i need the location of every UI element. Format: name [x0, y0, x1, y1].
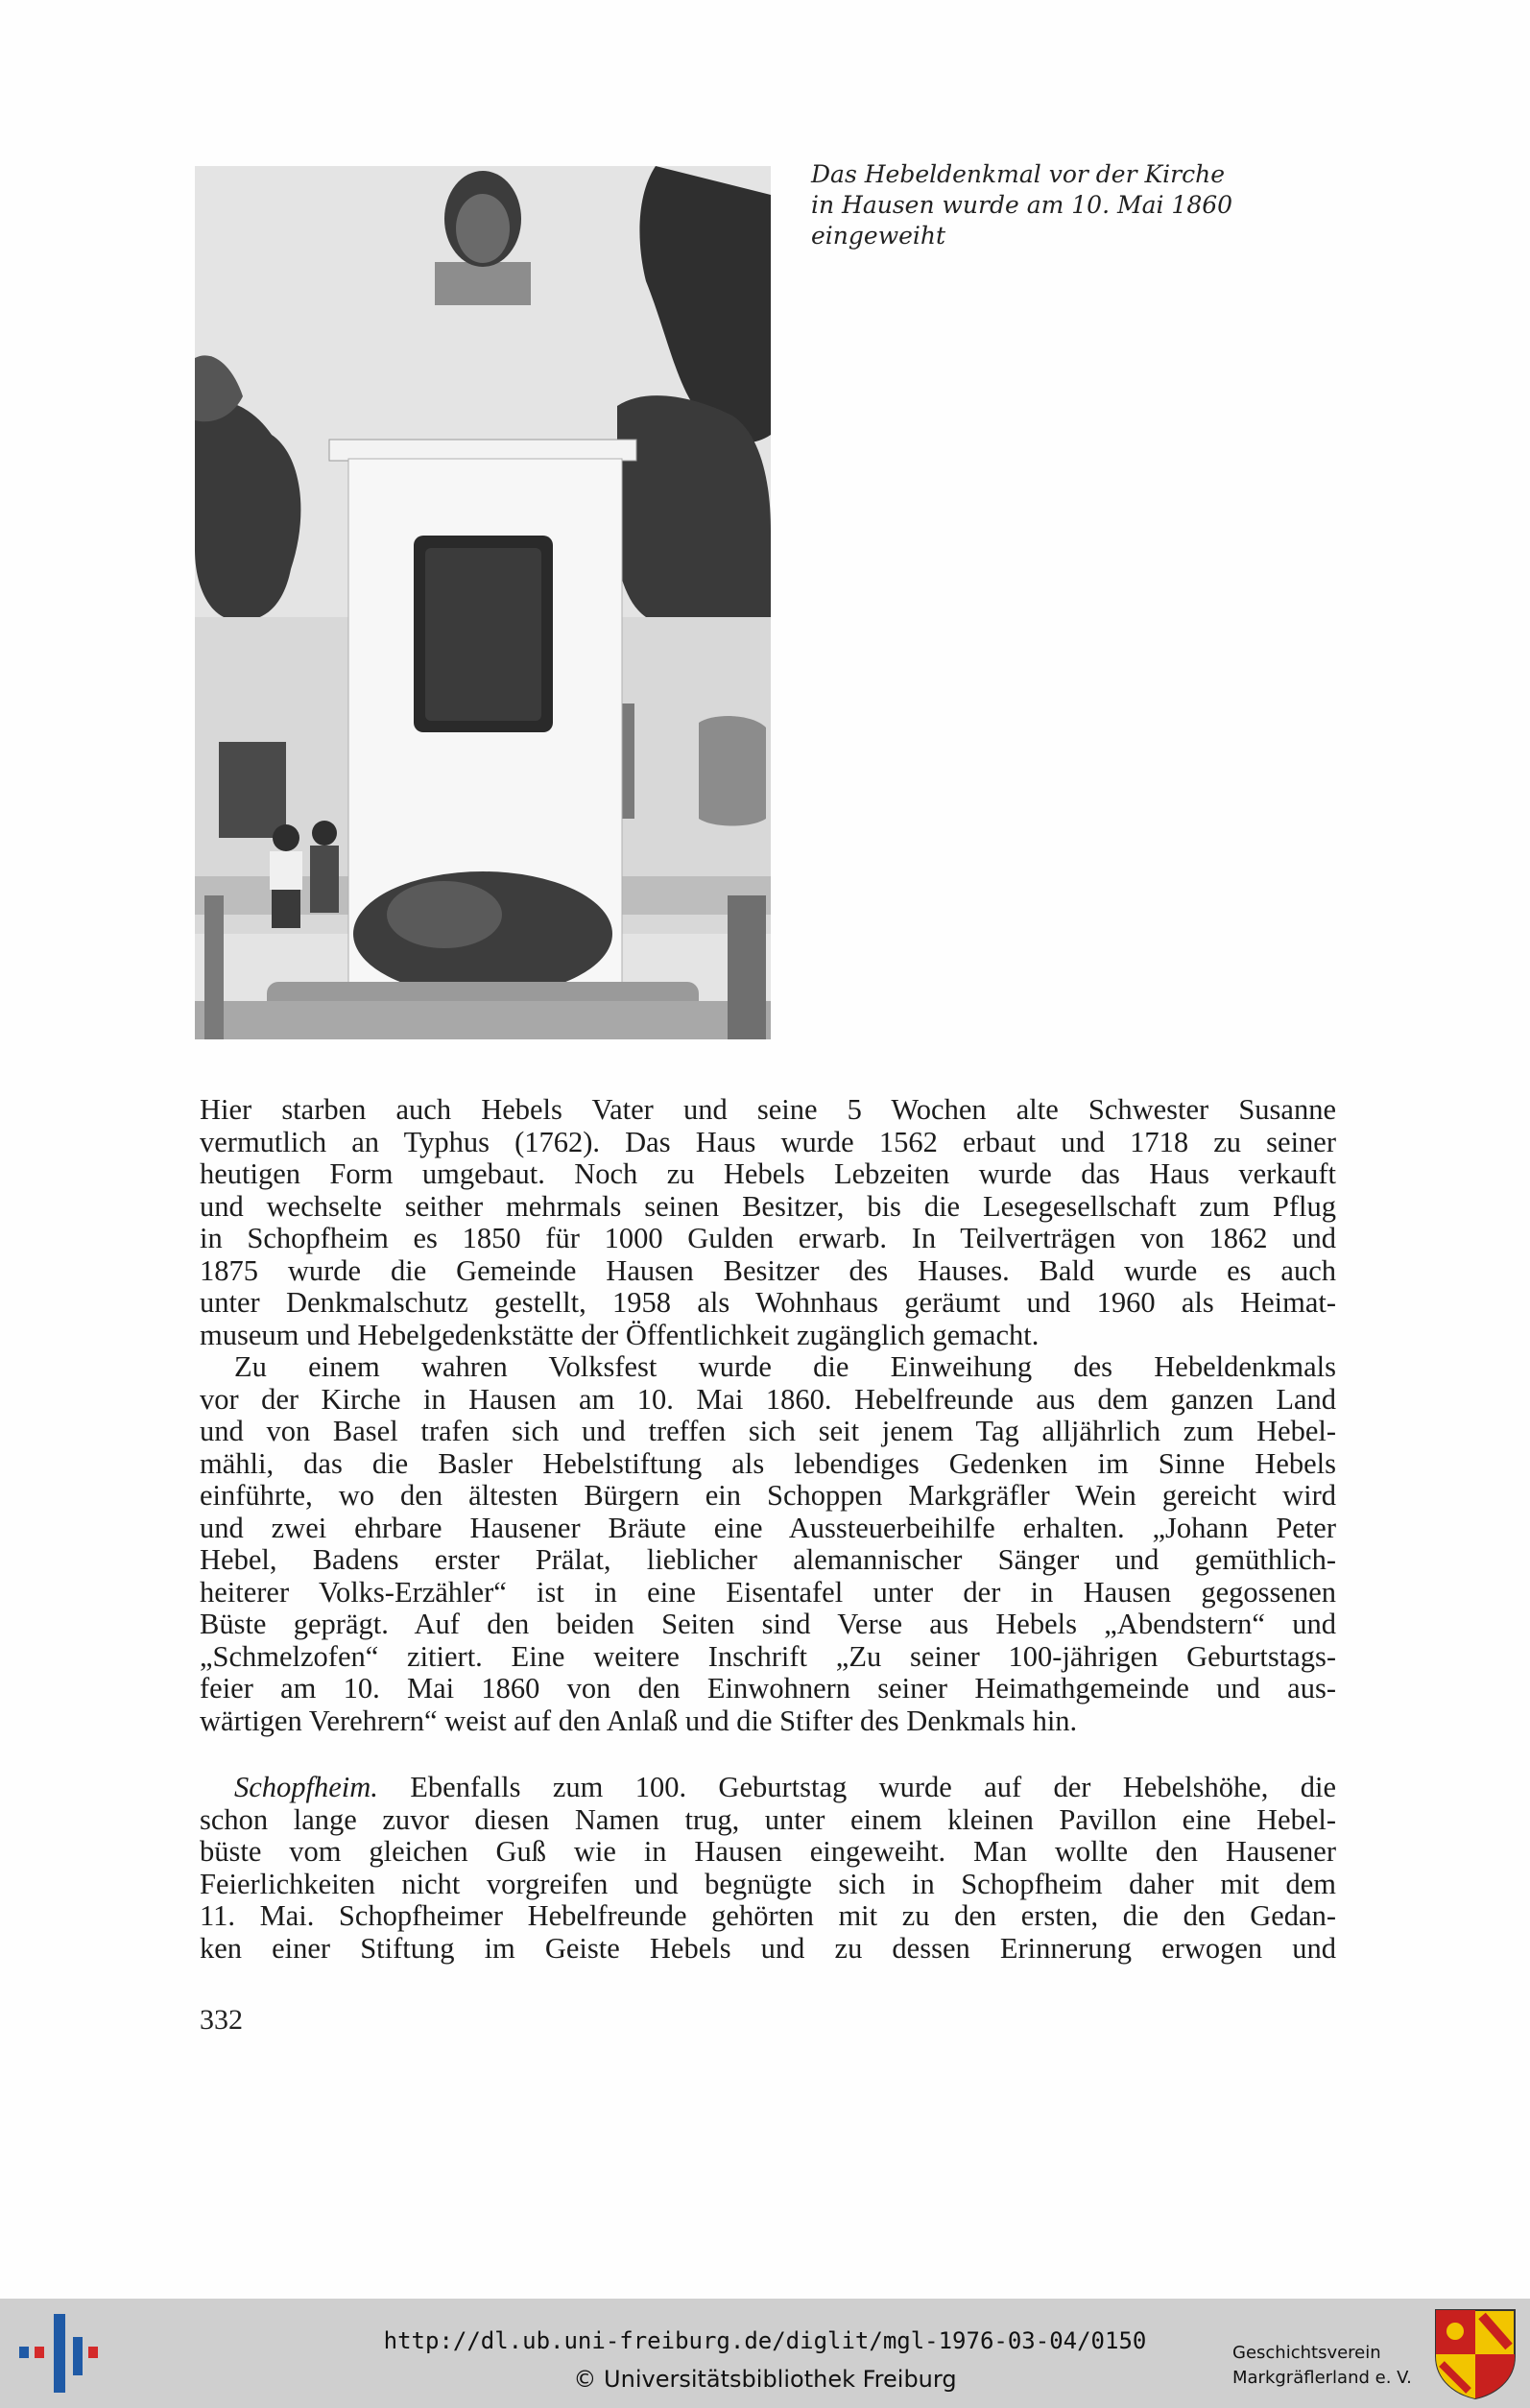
text-line: vor der Kirche in Hausen am 10. Mai 1860. Hebelfreunde aus dem ganzen Land	[200, 1382, 1336, 1416]
text-line: und wechselte seither mehrmals seinen Besitzer, bis die Lesegesellschaft zum Pflug	[200, 1189, 1336, 1223]
text-line: und zwei ehrbare Hausener Bräute eine Aussteuerbeihilfe erhalten. „Johann Peter	[200, 1511, 1336, 1544]
society-name	[1232, 2341, 1434, 2391]
footer-bar	[0, 2299, 1530, 2408]
coat-of-arms-icon	[1434, 2308, 1517, 2400]
text-line: Zu einem wahren Volksfest wurde die Einweihung des Hebeldenkmals	[234, 1350, 1336, 1383]
text-fragment: Ebenfalls zum 100. Geburtstag wurde auf der Hebelshöhe, die	[377, 1771, 1336, 1803]
document-url-link[interactable]: http://dl.ub.uni-freiburg.de/diglit/mgl-1976-03-04/0150	[383, 2327, 1147, 2354]
text-line: und von Basel trafen sich und treffen sich seit jenem Tag alljährlich zum Hebel-	[200, 1415, 1336, 1447]
copyright-text: © Universitätsbibliothek Freiburg	[573, 2366, 957, 2393]
text-line: mähli, das die Basler Hebelstiftung als lebendiges Gedenken im Sinne Hebels	[200, 1446, 1336, 1480]
text-line: 11. Mai. Schopfheimer Hebelfreunde gehörten mit zu den ersten, die den Gedan-	[200, 1899, 1336, 1932]
text-line: büste vom gleichen Guß wie in Hausen eingeweiht. Man wollte den Hausener	[200, 1835, 1336, 1868]
text-line: einführte, wo den ältesten Bürgern ein Schoppen Markgräfler Wein gereicht wird	[200, 1479, 1336, 1512]
text-line: Hier starben auch Hebels Vater und seine 5 Wochen alte Schwester Susanne	[200, 1093, 1336, 1126]
body-text	[200, 1094, 1336, 1965]
text-line: 1875 wurde die Gemeinde Hausen Besitzer des Hauses. Bald wurde es auch	[200, 1253, 1336, 1287]
monument-photo	[195, 166, 771, 1039]
text-line: heutigen Form umgebaut. Noch zu Hebels Lebzeiten wurde das Haus verkauft	[200, 1157, 1336, 1190]
text-line: schon lange zuvor diesen Namen trug, unter einem kleinen Pavillon eine Hebel-	[200, 1802, 1336, 1836]
caption-line: Das Hebeldenkmal vor der Kirche	[811, 160, 1226, 188]
page-number: 332	[200, 2004, 243, 2036]
text-line	[200, 1772, 1336, 1804]
caption-line: eingeweiht	[811, 222, 946, 250]
text-line: in Schopfheim es 1850 für 1000 Gulden erwarb. In Teilverträgen von 1862 und	[200, 1222, 1336, 1254]
text-line: „Schmelzofen“ zitiert. Eine weitere Inschrift „Zu seiner 100-jährigen Geburtstags-	[200, 1639, 1336, 1673]
text-line: Büste geprägt. Auf den beiden Seiten sind Verse aus Hebels „Abendstern“ und	[200, 1608, 1336, 1640]
society-line: Markgräflerland e. V.	[1232, 2368, 1412, 2388]
text-line: vermutlich an Typhus (1762). Das Haus wurde 1562 erbaut und 1718 zu seiner	[200, 1125, 1336, 1158]
photo-caption	[811, 159, 1349, 251]
text-line: Feierlichkeiten nicht vorgreifen und begnügte sich in Schopfheim daher mit dem	[200, 1867, 1336, 1900]
text-line: Hebel, Badens erster Prälat, lieblicher alemannischer Sänger und gemüthlich-	[200, 1543, 1336, 1576]
text-line: ken einer Stiftung im Geiste Hebels und zu dessen Erinnerung erwogen und	[200, 1931, 1336, 1965]
text-line: heiterer Volks-Erzähler“ ist in eine Eisentafel unter der in Hausen gegossenen	[200, 1575, 1336, 1609]
text-line: wärtigen Verehrern“ weist auf den Anlaß und die Stifter des Denkmals hin.	[200, 1704, 1078, 1737]
place-heading-schopfheim: Schopfheim.	[234, 1771, 378, 1803]
text-line: feier am 10. Mai 1860 von den Einwohnern seiner Heimathgemeinde und aus-	[200, 1672, 1336, 1705]
text-line: unter Denkmalschutz gestellt, 1958 als Wohnhaus geräumt und 1960 als Heimat-	[200, 1286, 1336, 1319]
text-line: museum und Hebelgedenkstätte der Öffentlichkeit zugänglich gemacht.	[200, 1318, 1040, 1351]
society-line: Geschichtsverein	[1232, 2343, 1381, 2363]
hebel-monument-image	[195, 166, 771, 1039]
caption-line: in Hausen wurde am 10. Mai 1860	[811, 191, 1233, 219]
